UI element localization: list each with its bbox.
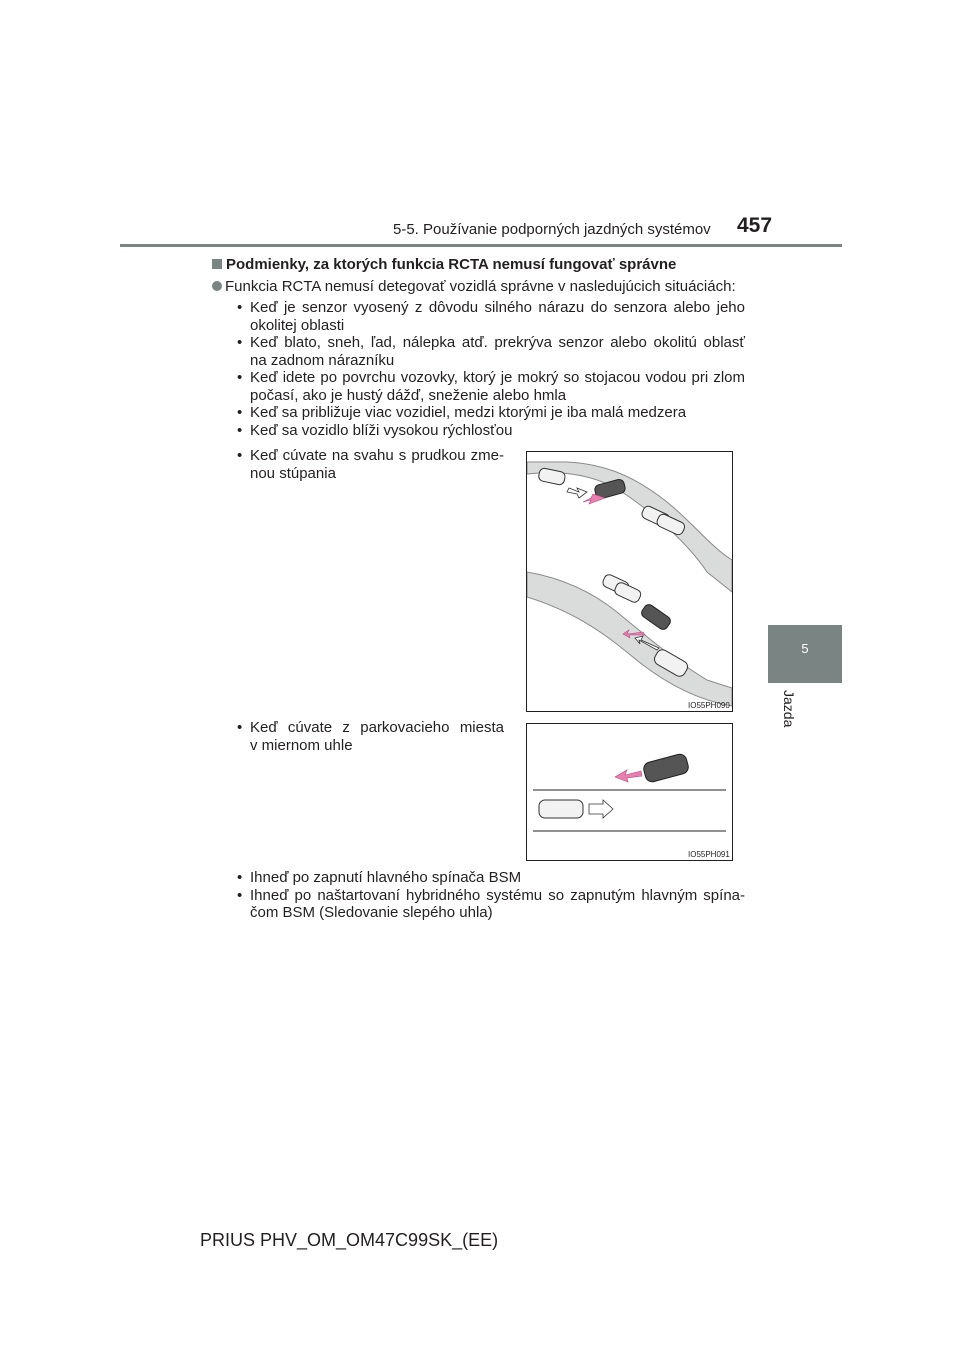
list-item: [234, 334, 745, 369]
figure2-id: IO55PH091: [688, 850, 730, 859]
square-bullet-icon: [212, 259, 222, 269]
list-item: [234, 422, 745, 440]
list-item-line1: Keď sa približuje viac vozidiel, medzi ktorými je iba malá medzera: [250, 404, 687, 421]
bullet-dot: •: [237, 404, 243, 421]
arrow-icon: [567, 488, 587, 498]
arrow-icon: [589, 800, 613, 818]
parking-diagram: [527, 724, 732, 860]
bullet-dot: •: [237, 334, 243, 351]
chapter-label: [783, 690, 803, 740]
slope-illustration: [526, 451, 733, 712]
list-item: [234, 299, 745, 334]
list-item: [234, 404, 745, 422]
bullet-dot: •: [237, 719, 243, 736]
list-item-line1: Keď cúvate na svahu s prudkou zme-: [250, 447, 504, 464]
list-item-line1: Keď je senzor vyosený z dôvodu silného nárazu do senzora alebo jeho: [250, 299, 745, 316]
list-item: [234, 887, 745, 922]
list-item-line1: Ihneď po naštartovaní hybridného systému so zapnutým hlavným spína-: [250, 886, 745, 904]
car-icon: [640, 603, 673, 632]
list-item-line2: okolitej oblasti: [250, 316, 345, 334]
list-item-line1: Keď cúvate z parkovacieho miesta: [250, 719, 504, 736]
list-item-line2: čom BSM (Sledovanie slepého uhla): [250, 904, 493, 921]
condition-list: [234, 299, 745, 439]
bullet-dot: •: [237, 299, 243, 316]
figure2-caption: [234, 719, 504, 754]
circle-bullet-icon: [212, 281, 222, 291]
bullet-dot: •: [237, 421, 243, 439]
section-heading-text: Podmienky, za ktorých funkcia RCTA nemusí fungovať správne: [226, 256, 677, 273]
bullet-dot: •: [237, 886, 243, 904]
intro-text: [212, 278, 736, 295]
section-heading: [212, 256, 676, 273]
list-item: [234, 447, 504, 482]
bullet-dot: •: [237, 369, 243, 386]
condition-list-bottom: [234, 869, 745, 922]
figure1-caption: [234, 447, 504, 482]
pink-arrow-icon: [615, 770, 642, 782]
list-item-line2: počasí, ako je hustý dážď, sneženie alebo hmla: [250, 386, 567, 404]
bullet-dot: •: [237, 447, 243, 464]
list-item: [234, 369, 745, 404]
document-footer: PRIUS PHV_OM_OM47C99SK_(EE): [200, 1230, 499, 1250]
intro-text-content: Funkcia RCTA nemusí detegovať vozidlá správne v nasledujúcich situáciách:: [225, 278, 736, 295]
page-number: 457: [737, 214, 773, 237]
list-item: [234, 719, 504, 754]
list-item-line2: v miernom uhle: [250, 736, 353, 754]
slope-diagram: [527, 452, 732, 711]
list-item-line1: Keď sa vozidlo blíži vysokou rýchlosťou: [250, 421, 513, 439]
bullet-dot: •: [237, 869, 243, 886]
list-item-line1: Keď blato, sneh, ľad, nálepka atď. prekrýva senzor alebo okolitú oblasť: [250, 334, 745, 351]
list-item-line2: nou stúpania: [250, 464, 336, 482]
moving-car-icon: [539, 800, 583, 818]
header-divider: [120, 244, 842, 247]
list-item: [234, 869, 745, 887]
parked-car-icon: [642, 753, 690, 784]
list-item-line1: Ihneď po zapnutí hlavného spínača BSM: [250, 869, 522, 886]
list-item-line1: Keď idete po povrchu vozovky, ktorý je mokrý so stojacou vodou pri zlom: [250, 369, 745, 386]
chapter-label-text: Jazda: [781, 690, 797, 728]
chapter-number: 5: [801, 641, 809, 656]
figure1-id: IO55PH090: [688, 701, 730, 710]
list-item-line2: na zadnom nárazníku: [250, 351, 395, 369]
section-title: 5-5. Používanie podporných jazdných systémov: [393, 221, 711, 238]
parking-illustration: [526, 723, 733, 861]
